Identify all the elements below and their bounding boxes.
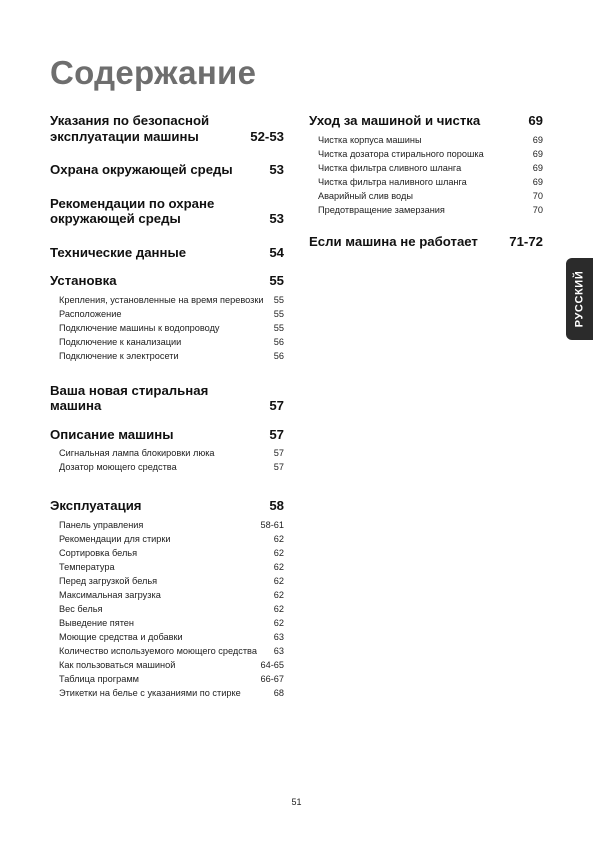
toc-section-title: Ваша новая стиральная машина bbox=[50, 382, 209, 413]
toc-item-page: 55 bbox=[273, 294, 284, 305]
toc-item[interactable] bbox=[59, 646, 284, 657]
toc-item-page: 55 bbox=[273, 322, 284, 333]
toc-section bbox=[50, 427, 284, 474]
toc-item[interactable] bbox=[59, 323, 284, 334]
toc-item[interactable] bbox=[318, 163, 543, 174]
toc-item[interactable] bbox=[59, 337, 284, 348]
toc-section-heading[interactable] bbox=[50, 245, 284, 261]
toc-item[interactable] bbox=[59, 576, 284, 587]
toc-item-page: 56 bbox=[273, 336, 284, 347]
toc-item-label: Подключение к электросети bbox=[59, 350, 179, 361]
toc-section bbox=[50, 383, 284, 414]
toc-item-label: Аварийный слив воды bbox=[318, 190, 413, 201]
toc-item-label: Чистка фильтра сливного шланга bbox=[318, 162, 462, 173]
toc-item-label: Таблица программ bbox=[59, 673, 139, 684]
toc-item-label: Подключение машины к водопроводу bbox=[59, 322, 220, 333]
toc-section bbox=[50, 245, 284, 261]
toc-item-page: 55 bbox=[273, 308, 284, 319]
toc-item[interactable] bbox=[59, 520, 284, 531]
toc-item-label: Дозатор моющего средства bbox=[59, 462, 177, 472]
toc-item-page: 62 bbox=[273, 533, 284, 544]
toc-item-page: 69 bbox=[532, 134, 543, 145]
toc-item-list bbox=[50, 520, 284, 699]
toc-item[interactable] bbox=[59, 660, 284, 671]
toc-section-heading[interactable] bbox=[50, 196, 284, 227]
language-tab[interactable] bbox=[566, 258, 593, 340]
toc-item-label: Подключение к канализации bbox=[59, 336, 182, 347]
toc-item-label: Моющие средства и добавки bbox=[59, 631, 183, 642]
toc-right-column bbox=[309, 113, 543, 249]
toc-section-title: Установка bbox=[50, 273, 117, 288]
toc-item[interactable] bbox=[318, 149, 543, 160]
toc-item-label: Максимальная загрузка bbox=[59, 589, 161, 600]
toc-item[interactable] bbox=[59, 295, 284, 306]
toc-item[interactable] bbox=[59, 462, 284, 473]
toc-item[interactable] bbox=[59, 674, 284, 685]
toc-item-page: 62 bbox=[273, 547, 284, 558]
toc-item-label: Крепления, установленные на время перевозки bbox=[59, 294, 264, 305]
toc-item[interactable] bbox=[318, 135, 543, 146]
toc-item-page: 62 bbox=[273, 617, 284, 628]
toc-item-page: 70 bbox=[532, 190, 543, 201]
toc-section bbox=[50, 162, 284, 178]
toc-section-page: 53 bbox=[269, 162, 284, 177]
toc-item-page: 56 bbox=[273, 350, 284, 361]
toc-item-page: 57 bbox=[273, 462, 284, 472]
toc-item-label: Чистка дозатора стирального порошка bbox=[318, 148, 484, 159]
toc-item[interactable] bbox=[318, 205, 543, 216]
toc-section-page: 54 bbox=[269, 244, 284, 260]
toc-item-page: 70 bbox=[532, 204, 543, 215]
toc-item-label: Расположение bbox=[59, 308, 122, 319]
toc-section bbox=[309, 113, 543, 216]
toc-item-page: 69 bbox=[532, 148, 543, 159]
toc-section-heading[interactable] bbox=[309, 113, 543, 129]
toc-item[interactable] bbox=[318, 191, 543, 202]
toc-item[interactable] bbox=[59, 562, 284, 573]
toc-item-label: Сигнальная лампа блокировки люка bbox=[59, 448, 215, 458]
toc-item-page: 69 bbox=[532, 162, 543, 173]
toc-item[interactable] bbox=[59, 448, 284, 459]
toc-section-title: Рекомендации по охране окружающей среды bbox=[50, 195, 215, 226]
toc-item[interactable] bbox=[59, 604, 284, 615]
toc-section-title: Охрана окружающей среды bbox=[50, 162, 233, 177]
toc-item-label: Предотвращение замерзания bbox=[318, 204, 445, 215]
toc-item-page: 62 bbox=[273, 561, 284, 572]
toc-section bbox=[50, 273, 284, 362]
toc-section bbox=[50, 113, 284, 144]
page-title: Содержание bbox=[50, 54, 257, 91]
toc-item-page: 58-61 bbox=[260, 519, 284, 530]
toc-item-label: Панель управления bbox=[59, 519, 144, 530]
toc-item-label: Рекомендации для стирки bbox=[59, 533, 171, 544]
toc-section-title: Если машина не работает bbox=[309, 233, 478, 249]
toc-item-label: Вес белья bbox=[59, 603, 103, 614]
toc-section-page: 57 bbox=[269, 398, 284, 413]
toc-item-list bbox=[50, 295, 284, 362]
toc-item-label: Выведение пятен bbox=[59, 617, 134, 628]
toc-item-label: Температура bbox=[59, 561, 115, 572]
language-tab-label: РУССКИЙ bbox=[573, 270, 586, 328]
toc-item-list bbox=[50, 448, 284, 473]
toc-section bbox=[50, 196, 284, 227]
toc-section-title: Эксплуатация bbox=[50, 498, 142, 513]
toc-item-label: Перед загрузкой белья bbox=[59, 575, 158, 586]
toc-item[interactable] bbox=[318, 177, 543, 188]
toc-section-page: 57 bbox=[269, 426, 284, 442]
toc-section-heading[interactable] bbox=[50, 383, 284, 414]
toc-item-page: 63 bbox=[273, 631, 284, 642]
toc-item-label: Как пользоваться машиной bbox=[59, 659, 176, 670]
toc-section-page: 53 bbox=[269, 211, 284, 226]
toc-item-page: 69 bbox=[532, 176, 543, 187]
toc-left-column bbox=[50, 113, 284, 702]
toc-item-label: Количество используемого моющего средства bbox=[59, 645, 257, 656]
toc-section bbox=[309, 234, 543, 250]
toc-item[interactable] bbox=[59, 534, 284, 545]
toc-item-page: 62 bbox=[273, 575, 284, 586]
toc-item-page: 66-67 bbox=[260, 673, 284, 684]
toc-section-title: Указания по безопасной эксплуатации машины bbox=[50, 113, 210, 144]
toc-section-page: 55 bbox=[269, 273, 284, 288]
toc-section-page: 52-53 bbox=[250, 128, 284, 144]
toc-section-page: 71-72 bbox=[509, 233, 543, 249]
toc-item[interactable] bbox=[59, 351, 284, 362]
toc-item-label: Сортировка белья bbox=[59, 547, 138, 558]
toc-section-heading[interactable] bbox=[309, 234, 543, 250]
toc-section-title: Технические данные bbox=[50, 244, 187, 260]
toc-item-label: Чистка корпуса машины bbox=[318, 134, 422, 145]
toc-item-list bbox=[309, 135, 543, 216]
toc-item-page: 57 bbox=[273, 448, 284, 458]
page-number: 51 bbox=[291, 797, 302, 807]
toc-item[interactable] bbox=[59, 590, 284, 601]
toc-item-page: 62 bbox=[273, 603, 284, 614]
toc-item[interactable] bbox=[59, 688, 284, 699]
toc-section-heading[interactable] bbox=[50, 113, 284, 144]
toc-section-page: 58 bbox=[269, 498, 284, 513]
toc-section-title: Описание машины bbox=[50, 426, 174, 442]
toc-section-page: 69 bbox=[528, 113, 543, 128]
toc-item-label: Этикетки на белье с указаниями по стирке bbox=[59, 687, 241, 698]
toc-section-heading[interactable] bbox=[50, 427, 284, 443]
toc-section-heading[interactable] bbox=[50, 273, 284, 289]
toc-item-page: 63 bbox=[273, 645, 284, 656]
toc-section-heading[interactable] bbox=[50, 162, 284, 178]
toc-item[interactable] bbox=[59, 548, 284, 559]
toc-item-page: 62 bbox=[273, 589, 284, 600]
toc-item-label: Чистка фильтра наливного шланга bbox=[318, 176, 467, 187]
toc-section-heading[interactable] bbox=[50, 498, 284, 514]
toc-item[interactable] bbox=[59, 632, 284, 643]
toc-item-page: 68 bbox=[273, 687, 284, 698]
toc-section-title: Уход за машиной и чистка bbox=[309, 113, 481, 128]
toc-item[interactable] bbox=[59, 309, 284, 320]
toc-item[interactable] bbox=[59, 618, 284, 629]
toc-item-page: 64-65 bbox=[260, 659, 284, 670]
toc-section bbox=[50, 498, 284, 699]
